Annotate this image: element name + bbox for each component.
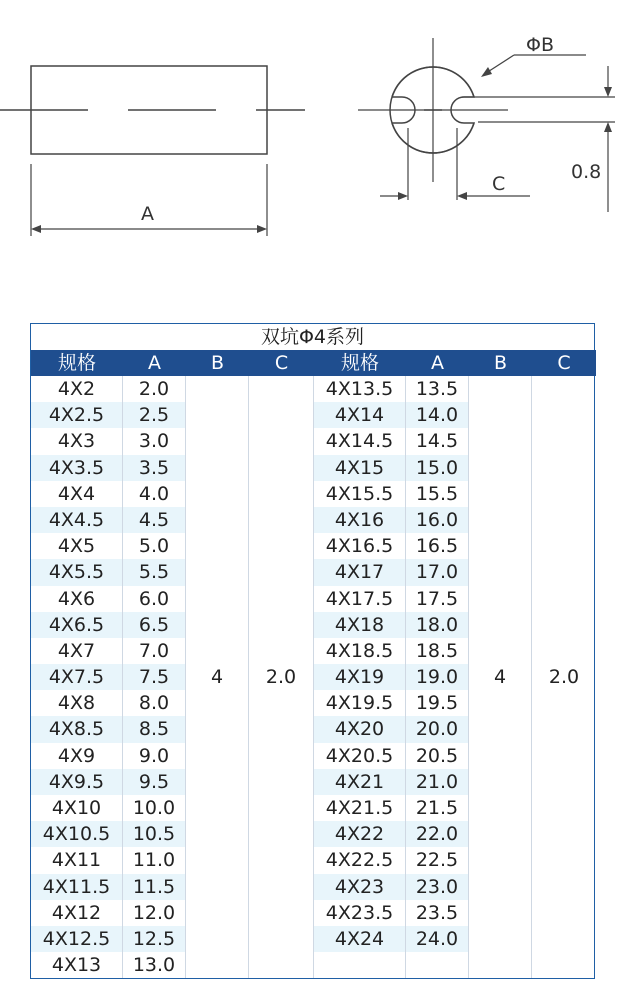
table-cell-a: 18.5 — [406, 638, 469, 664]
table-cell-a: 24.0 — [406, 926, 469, 952]
table-cell-a: 3.5 — [123, 455, 186, 481]
table-cell-spec: 4X7.5 — [31, 664, 123, 690]
label-depth: 0.8 — [571, 161, 602, 183]
table-cell-a: 16.0 — [406, 507, 469, 533]
table-cell-spec: 4X24 — [314, 926, 406, 952]
table-cell-a: 20.0 — [406, 716, 469, 742]
table-cell-c-merged-left: 2.0 — [249, 376, 314, 978]
table-cell-a: 13.0 — [123, 952, 186, 978]
table-cell-a: 6.5 — [123, 612, 186, 638]
table-cell-a: 4.5 — [123, 507, 186, 533]
table-cell-spec: 4X22.5 — [314, 847, 406, 873]
table-cell-a: 11.0 — [123, 847, 186, 873]
table-cell-spec: 4X17.5 — [314, 586, 406, 612]
table-cell-spec: 4X16.5 — [314, 533, 406, 559]
arrow-c-left — [398, 192, 408, 200]
table-cell-a: 14.0 — [406, 402, 469, 428]
table-cell-spec: 4X3.5 — [31, 455, 123, 481]
table-cell-spec: 4X23 — [314, 874, 406, 900]
table-cell-spec: 4X6 — [31, 586, 123, 612]
table-cell-spec: 4X10.5 — [31, 821, 123, 847]
table-cell-a: 2.0 — [123, 376, 186, 402]
table-cell-a: 22.0 — [406, 821, 469, 847]
table-cell-a: 16.5 — [406, 533, 469, 559]
table-cell-a: 2.5 — [123, 402, 186, 428]
table-cell-spec: 4X13 — [31, 952, 123, 978]
table-cell-spec — [314, 952, 406, 978]
table-cell-spec: 4X16 — [314, 507, 406, 533]
table-cell-spec: 4X8 — [31, 690, 123, 716]
table-cell-spec: 4X7 — [31, 638, 123, 664]
table-cell-spec: 4X6.5 — [31, 612, 123, 638]
table-cell-spec: 4X21.5 — [314, 795, 406, 821]
arrow-a-left — [31, 225, 41, 233]
table-cell-a: 17.0 — [406, 559, 469, 585]
spec-table — [30, 323, 595, 979]
table-cell-spec: 4X2 — [31, 376, 123, 402]
table-cell-a: 5.5 — [123, 559, 186, 585]
table-cell-a: 4.0 — [123, 481, 186, 507]
table-header-row — [31, 350, 594, 376]
table-cell-spec: 4X23.5 — [314, 900, 406, 926]
table-cell-spec: 4X3 — [31, 428, 123, 454]
table-cell-spec: 4X11.5 — [31, 874, 123, 900]
table-cell-spec: 4X5 — [31, 533, 123, 559]
table-cell-a: 17.5 — [406, 586, 469, 612]
header-c-left: C — [249, 350, 314, 376]
table-cell-a: 12.0 — [123, 900, 186, 926]
table-cell-spec: 4X15 — [314, 455, 406, 481]
arrow-depth-top — [604, 87, 612, 97]
table-cell-a: 3.0 — [123, 428, 186, 454]
arrow-c-right — [457, 192, 467, 200]
table-cell-a: 21.5 — [406, 795, 469, 821]
table-cell-spec: 4X14 — [314, 402, 406, 428]
table-cell-a: 13.5 — [406, 376, 469, 402]
table-cell-a: 6.0 — [123, 586, 186, 612]
table-body — [31, 376, 594, 978]
table-cell-c-merged-right: 2.0 — [548, 666, 580, 689]
table-cell-a: 23.0 — [406, 874, 469, 900]
table-cell-spec: 4X10 — [31, 795, 123, 821]
table-cell-spec: 4X18.5 — [314, 638, 406, 664]
table-cell-a: 10.5 — [123, 821, 186, 847]
table-cell-spec: 4X17 — [314, 559, 406, 585]
table-cell-a: 22.5 — [406, 847, 469, 873]
table-cell-a: 12.5 — [123, 926, 186, 952]
table-cell-spec: 4X11 — [31, 847, 123, 873]
table-cell-a: 7.5 — [123, 664, 186, 690]
table-cell-a: 19.5 — [406, 690, 469, 716]
table-cell-a: 20.5 — [406, 743, 469, 769]
table-cell-spec: 4X22 — [314, 821, 406, 847]
table-cell-spec: 4X9.5 — [31, 769, 123, 795]
label-b: ΦB — [526, 34, 554, 56]
table-cell-spec: 4X18 — [314, 612, 406, 638]
header-spec-left: 规格 — [31, 350, 123, 376]
table-cell-a: 9.5 — [123, 769, 186, 795]
table-cell-a: 19.0 — [406, 664, 469, 690]
table-cell-spec: 4X4 — [31, 481, 123, 507]
table-cell-b-merged-right: 4 — [469, 376, 532, 978]
label-c: C — [492, 173, 506, 195]
arrow-b — [481, 67, 492, 77]
table-cell-a: 18.0 — [406, 612, 469, 638]
table-cell-spec: 4X14.5 — [314, 428, 406, 454]
arrow-depth-bottom — [604, 122, 612, 132]
table-title: 双坑Φ4系列 — [260, 326, 365, 348]
table-cell-a: 11.5 — [123, 874, 186, 900]
header-c-right: C — [532, 350, 596, 376]
header-b-right: B — [469, 350, 532, 376]
table-cell-a: 10.0 — [123, 795, 186, 821]
table-cell-a: 15.0 — [406, 455, 469, 481]
technical-drawing — [0, 0, 631, 300]
table-cell-spec: 4X8.5 — [31, 716, 123, 742]
table-cell-spec: 4X4.5 — [31, 507, 123, 533]
table-cell-b-merged-left: 4 — [186, 376, 249, 978]
table-cell-a: 8.0 — [123, 690, 186, 716]
table-cell-a: 14.5 — [406, 428, 469, 454]
table-cell-a: 7.0 — [123, 638, 186, 664]
table-cell-a: 5.0 — [123, 533, 186, 559]
table-cell-a: 9.0 — [123, 743, 186, 769]
table-cell-spec: 4X19 — [314, 664, 406, 690]
header-a-left: A — [123, 350, 186, 376]
table-cell-spec: 4X12.5 — [31, 926, 123, 952]
table-cell-spec: 4X19.5 — [314, 690, 406, 716]
header-a-right: A — [406, 350, 469, 376]
table-cell-a: 23.5 — [406, 900, 469, 926]
arrow-a-right — [257, 225, 267, 233]
table-cell-a — [406, 952, 469, 978]
label-a: A — [141, 203, 154, 225]
table-cell-spec: 4X20 — [314, 716, 406, 742]
table-cell-a: 8.5 — [123, 716, 186, 742]
table-cell-a: 21.0 — [406, 769, 469, 795]
table-cell-spec: 4X12 — [31, 900, 123, 926]
table-cell-spec: 4X21 — [314, 769, 406, 795]
table-cell-spec: 4X9 — [31, 743, 123, 769]
header-spec-right: 规格 — [314, 350, 406, 376]
table-cell-spec: 4X15.5 — [314, 481, 406, 507]
table-cell-spec: 4X20.5 — [314, 743, 406, 769]
table-cell-spec: 4X2.5 — [31, 402, 123, 428]
table-cell-spec: 4X5.5 — [31, 559, 123, 585]
table-cell-spec: 4X13.5 — [314, 376, 406, 402]
table-cell-a: 15.5 — [406, 481, 469, 507]
header-b-left: B — [186, 350, 249, 376]
